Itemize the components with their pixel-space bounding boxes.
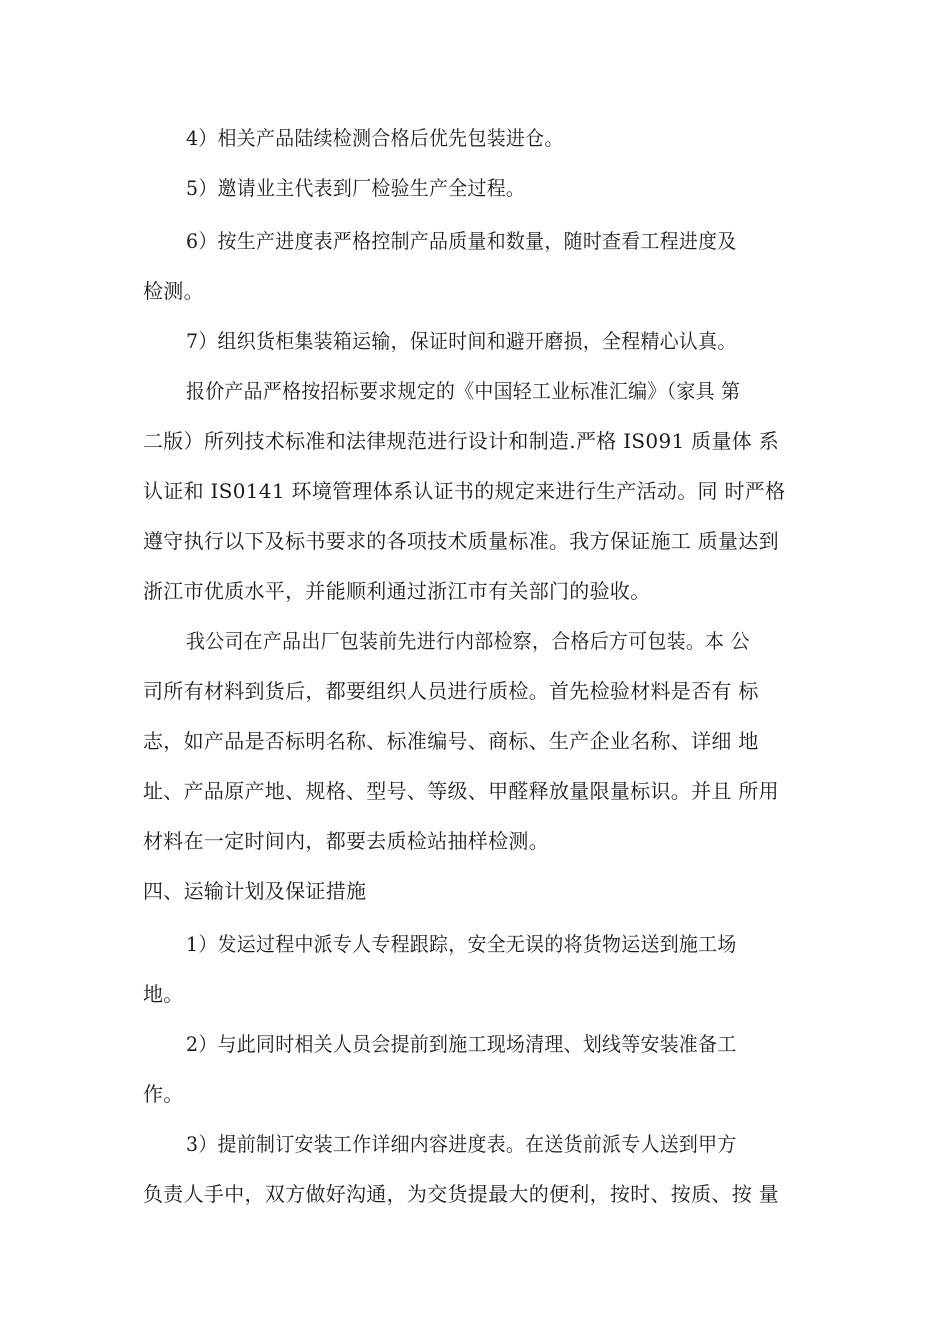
text-line-22: 负责人手中，双方做好沟通，为交货提最大的便利，按时、按质、按 量 [143, 1182, 779, 1206]
text-line-20: 作。 [143, 1082, 184, 1106]
text-line-19: 2）与此同时相关人员会提前到施工现场清理、划线等安装准备工 [186, 1032, 737, 1056]
text-line-12: 司所有材料到货后，都要组织人员进行质检。首先检验材料是否有 标 [143, 679, 759, 703]
text-line-8: 认证和 IS0141 环境管理体系认证书的规定来进行生产活动。同 时严格 [143, 479, 786, 503]
text-line-18: 地。 [143, 982, 184, 1006]
text-line-6: 报价产品严格按招标要求规定的《中国轻工业标准汇编》（家具 第 [186, 379, 741, 403]
text-line-11: 我公司在产品出厂包装前先进行内部检察，合格后方可包装。本 公 [186, 629, 750, 653]
text-line-21: 3）提前制订安装工作详细内容进度表。在送货前派专人送到甲方 [186, 1132, 737, 1156]
section-heading: 四、运输计划及保证措施 [143, 879, 367, 903]
text-line-17: 1）发运过程中派专人专程跟踪，安全无误的将货物运送到施工场 [186, 932, 737, 956]
text-line-15: 材料在一定时间内，都要去质检站抽样检测。 [143, 829, 549, 853]
text-line-4: 检测。 [143, 279, 204, 303]
text-line-2: 5）邀请业主代表到厂检验生产全过程。 [186, 176, 526, 200]
text-line-13: 志，如产品是否标明名称、标准编号、商标、生产企业名称、详细 地 [143, 729, 759, 753]
text-line-3: 6）按生产进度表严格控制产品质量和数量，随时查看工程进度及 [186, 229, 737, 253]
text-line-1: 4）相关产品陆续检测合格后优先包装进仓。 [186, 126, 564, 150]
text-line-9: 遵守执行以下及标书要求的各项技术质量标准。我方保证施工 质量达到 [143, 529, 779, 553]
text-line-7: 二版）所列技术标准和法律规范进行设计和制造.严格 IS091 质量体 系 [143, 429, 780, 453]
text-line-10: 浙江市优质水平，并能顺利通过浙江市有关部门的验收。 [143, 579, 651, 603]
text-line-5: 7）组织货柜集装箱运输，保证时间和避开磨损，全程精心认真。 [186, 329, 737, 353]
text-line-14: 址、产品原产地、规格、型号、等级、甲醛释放量限量标识。并且 所用 [143, 779, 779, 803]
